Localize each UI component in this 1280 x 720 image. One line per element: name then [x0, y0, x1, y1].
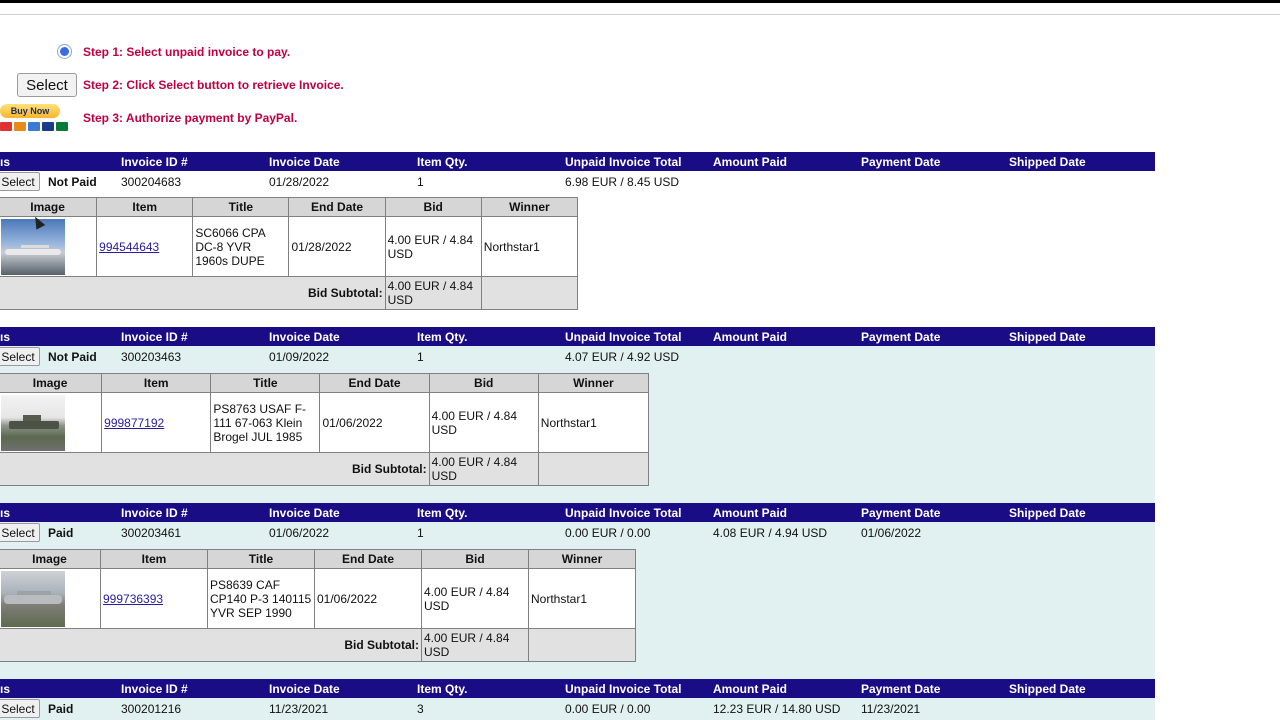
col-payment-date: Payment Date	[861, 506, 941, 520]
item-end-date: 01/28/2022	[289, 217, 385, 277]
col-invoice-id: Invoice ID #	[121, 506, 188, 520]
item-number-cell	[97, 217, 193, 277]
status-badge: Paid	[48, 702, 74, 716]
item-image-cell	[0, 217, 97, 277]
col-item: Item	[102, 374, 211, 393]
col-winner: Winner	[529, 550, 636, 569]
select-button[interactable]: Select	[0, 172, 40, 191]
item-thumbnail[interactable]	[1, 395, 65, 451]
col-payment-date: Payment Date	[861, 330, 941, 344]
col-item-qty: Item Qty.	[417, 682, 468, 696]
amex-icon	[28, 122, 40, 131]
item-end-date: 01/06/2022	[320, 393, 429, 453]
invoice-row	[0, 346, 1155, 368]
invoice-row	[0, 698, 1155, 720]
item-title: PS8763 USAF F-111 67-063 Klein Brogel JUL 1985	[211, 393, 320, 453]
step-1-text: Step 1: Select unpaid invoice to pay.	[83, 45, 291, 59]
unpaid-total: 0.00 EUR / 0.00	[565, 526, 651, 540]
col-title: Title	[211, 374, 320, 393]
col-shipped-date: Shipped Date	[1009, 155, 1086, 169]
item-thumbnail[interactable]	[1, 219, 65, 275]
item-title: SC6066 CPA DC-8 YVR 1960s DUPE	[193, 217, 289, 277]
col-unpaid-total: Unpaid Invoice Total	[565, 155, 682, 169]
col-shipped-date: Shipped Date	[1009, 682, 1086, 696]
col-invoice-date: Invoice Date	[269, 682, 340, 696]
col-status: ıs	[0, 506, 11, 520]
paypal-buy-now-button[interactable]: Buy Now	[0, 104, 60, 118]
col-invoice-id: Invoice ID #	[121, 330, 188, 344]
bid-subtotal-value: 4.00 EUR / 4.84 USD	[385, 277, 481, 310]
invoice-date: 01/06/2022	[269, 526, 330, 540]
col-payment-date: Payment Date	[861, 155, 941, 169]
invoice-header	[0, 152, 1155, 171]
col-status: ıs	[0, 330, 11, 344]
col-item-qty: Item Qty.	[417, 330, 468, 344]
item-number-cell	[102, 393, 211, 453]
item-qty: 1	[417, 175, 424, 189]
invoice-radio-selected[interactable]	[57, 44, 72, 59]
invoice-row	[0, 522, 1155, 544]
bid-subtotal-value: 4.00 EUR / 4.84 USD	[429, 453, 538, 486]
invoice-header	[0, 327, 1155, 346]
bid-subtotal-label: Bid Subtotal:	[0, 277, 385, 310]
select-button[interactable]: Select	[0, 523, 40, 542]
col-unpaid-total: Unpaid Invoice Total	[565, 682, 682, 696]
invoice-id: 300203461	[121, 526, 182, 540]
col-winner: Winner	[481, 198, 577, 217]
col-invoice-id: Invoice ID #	[121, 682, 188, 696]
step-3-text: Step 3: Authorize payment by PayPal.	[83, 111, 298, 125]
invoice-id: 300203463	[121, 350, 182, 364]
item-bid: 4.00 EUR / 4.84 USD	[429, 393, 538, 453]
col-amount-paid: Amount Paid	[713, 155, 787, 169]
invoice-date: 11/23/2021	[269, 702, 329, 716]
col-unpaid-total: Unpaid Invoice Total	[565, 330, 682, 344]
status-badge: Paid	[48, 526, 74, 540]
col-shipped-date: Shipped Date	[1009, 330, 1086, 344]
divider	[0, 14, 1280, 15]
col-end-date: End Date	[289, 198, 385, 217]
bid-subtotal-value: 4.00 EUR / 4.84 USD	[422, 629, 529, 662]
item-qty: 3	[417, 702, 424, 716]
col-amount-paid: Amount Paid	[713, 330, 787, 344]
invoice-date: 01/09/2022	[269, 350, 330, 364]
item-bid: 4.00 EUR / 4.84 USD	[422, 569, 529, 629]
col-bid: Bid	[385, 198, 481, 217]
col-image: Image	[0, 374, 102, 393]
col-shipped-date: Shipped Date	[1009, 506, 1086, 520]
col-end-date: End Date	[320, 374, 429, 393]
items-table	[0, 373, 649, 486]
invoice-row	[0, 171, 1155, 193]
col-winner: Winner	[538, 374, 648, 393]
step-2-text: Step 2: Click Select button to retrieve Invoice.	[83, 78, 344, 92]
item-qty: 1	[417, 526, 424, 540]
item-winner: Northstar1	[538, 393, 648, 453]
item-thumbnail[interactable]	[1, 571, 65, 627]
bid-subtotal-label: Bid Subtotal:	[0, 629, 422, 662]
invoice-header	[0, 503, 1155, 522]
unpaid-total: 0.00 EUR / 0.00	[565, 702, 651, 716]
item-link[interactable]: 999736393	[103, 591, 164, 606]
col-bid: Bid	[422, 550, 529, 569]
item-winner: Northstar1	[529, 569, 636, 629]
subtotal-empty	[529, 629, 636, 662]
bid-subtotal-label: Bid Subtotal:	[0, 453, 429, 486]
select-invoice-button[interactable]: Select	[17, 73, 77, 97]
col-item-qty: Item Qty.	[417, 155, 468, 169]
col-end-date: End Date	[315, 550, 422, 569]
col-item-qty: Item Qty.	[417, 506, 468, 520]
item-link[interactable]: 994544643	[99, 239, 160, 254]
col-invoice-date: Invoice Date	[269, 155, 340, 169]
col-unpaid-total: Unpaid Invoice Total	[565, 506, 682, 520]
discover-icon	[14, 122, 26, 131]
payment-cards	[0, 122, 68, 132]
item-number-cell	[101, 569, 208, 629]
invoice-id: 300201216	[121, 702, 182, 716]
col-invoice-date: Invoice Date	[269, 330, 340, 344]
col-title: Title	[193, 198, 289, 217]
select-button[interactable]: Select	[0, 699, 40, 718]
col-bid: Bid	[429, 374, 538, 393]
item-end-date: 01/06/2022	[315, 569, 422, 629]
visa-icon	[42, 122, 54, 131]
col-item: Item	[97, 198, 193, 217]
item-qty: 1	[417, 350, 424, 364]
item-image-cell	[0, 569, 101, 629]
unpaid-total: 4.07 EUR / 4.92 USD	[565, 350, 680, 364]
amount-paid: 4.08 EUR / 4.94 USD	[713, 526, 828, 540]
unpaid-total: 6.98 EUR / 8.45 USD	[565, 175, 680, 189]
col-invoice-date: Invoice Date	[269, 506, 340, 520]
item-title: PS8639 CAF CP140 P-3 140115 YVR SEP 1990	[208, 569, 315, 629]
col-title: Title	[208, 550, 315, 569]
col-item: Item	[101, 550, 208, 569]
jcb-icon	[56, 122, 68, 131]
item-bid: 4.00 EUR / 4.84 USD	[385, 217, 481, 277]
invoice-date: 01/28/2022	[269, 175, 330, 189]
subtotal-empty	[538, 453, 648, 486]
items-table	[0, 549, 636, 662]
item-link[interactable]: 999877192	[104, 415, 165, 430]
amount-paid: 12.23 EUR / 14.80 USD	[713, 702, 841, 716]
top-border	[0, 0, 1280, 3]
payment-date: 11/23/2021	[861, 702, 921, 716]
select-button[interactable]: Select	[0, 347, 40, 366]
col-status: ıs	[0, 155, 11, 169]
invoice-header	[0, 679, 1155, 698]
col-amount-paid: Amount Paid	[713, 506, 787, 520]
status-badge: Not Paid	[48, 175, 97, 189]
invoice-id: 300204683	[121, 175, 182, 189]
col-amount-paid: Amount Paid	[713, 682, 787, 696]
mastercard-icon	[0, 122, 12, 131]
col-invoice-id: Invoice ID #	[121, 155, 188, 169]
subtotal-empty	[481, 277, 577, 310]
col-status: ıs	[0, 682, 11, 696]
col-payment-date: Payment Date	[861, 682, 941, 696]
col-image: Image	[0, 550, 101, 569]
status-badge: Not Paid	[48, 350, 97, 364]
item-image-cell	[0, 393, 102, 453]
col-image: Image	[0, 198, 97, 217]
payment-date: 01/06/2022	[861, 526, 922, 540]
item-winner: Northstar1	[481, 217, 577, 277]
items-table	[0, 197, 578, 310]
